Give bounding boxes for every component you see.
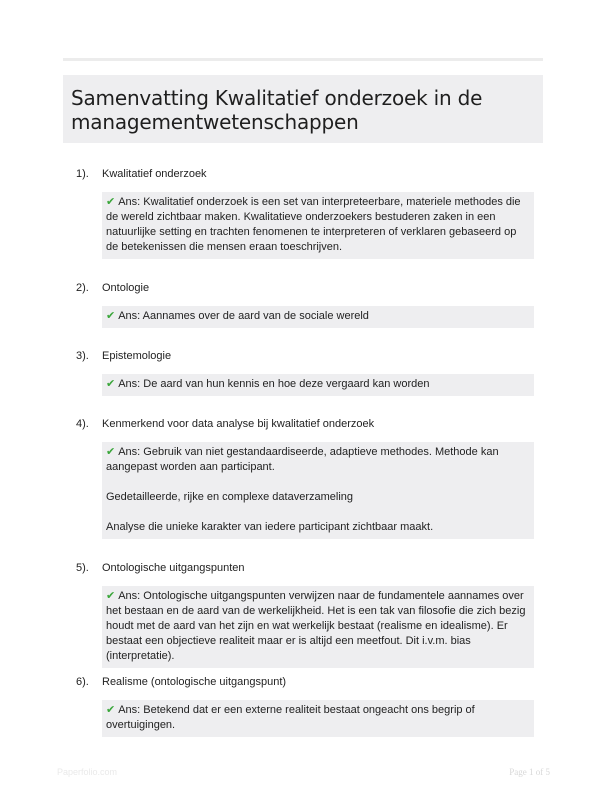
question-text: Epistemologie bbox=[102, 350, 172, 362]
answer-box bbox=[102, 442, 534, 539]
answer-text: Ans: De aard van hun kennis en hoe deze vergaard kan worden bbox=[118, 378, 430, 390]
item-number: 1). bbox=[76, 168, 89, 180]
footer-watermark: Paperfolio.com bbox=[57, 767, 118, 777]
answer-text: Ans: Ontologische uitgangspunten verwijzen naar de fundamentele aannames over het bestaan en de aard van de werkelijkheid. Het is een tak van filosofie die zich bezig houdt met de aard van het zijn en wat werkelijk bestaat (realisme en idealisme). Er bestaat een objectieve realiteit maar er is altijd een meetfout. Dit i.v.m. bias (interpretatie). bbox=[106, 590, 526, 662]
answer-box bbox=[102, 306, 534, 328]
question-text: Kenmerkend voor data analyse bij kwalitatief onderzoek bbox=[102, 418, 375, 430]
answer-box bbox=[102, 192, 534, 259]
question-text: Kwalitatief onderzoek bbox=[102, 168, 207, 180]
answer-box bbox=[102, 700, 534, 737]
question-text: Ontologie bbox=[102, 282, 150, 294]
check-icon: ✔ bbox=[106, 446, 116, 458]
check-icon: ✔ bbox=[106, 590, 116, 602]
answer-text: Analyse die unieke karakter van iedere participant zichtbaar maakt. bbox=[106, 521, 434, 533]
question-text: Ontologische uitgangspunten bbox=[102, 562, 245, 574]
item-number: 3). bbox=[76, 350, 89, 362]
answer-text: Ans: Kwalitatief onderzoek is een set van interpreteerbare, materiele methodes die de wereld zichtbaar maken. Kwalitatieve onderzoekers bestuderen zaken in een natuurlijke setting en trachten fenomenen te interpreteren of verklaren gebaseerd op de betekenissen die mensen eraan toeschrijven. bbox=[106, 196, 521, 253]
item-number: 5). bbox=[76, 562, 89, 574]
answer-box bbox=[102, 374, 534, 396]
answer-box bbox=[102, 586, 534, 668]
check-icon: ✔ bbox=[106, 378, 116, 390]
check-icon: ✔ bbox=[106, 704, 116, 716]
item-number: 2). bbox=[76, 282, 89, 294]
check-icon: ✔ bbox=[106, 196, 116, 208]
page-title: Samenvatting Kwalitatief onderzoek in de managementwetenschappen bbox=[71, 86, 483, 134]
question-text: Realisme (ontologische uitgangspunt) bbox=[102, 676, 287, 688]
item-number: 4). bbox=[76, 418, 89, 430]
answer-text: Ans: Gebruik van niet gestandaardiseerde, adaptieve methodes. Methode kan aangepast worden aan participant. bbox=[106, 446, 499, 473]
title-box bbox=[63, 75, 543, 143]
answer-text: Gedetailleerde, rijke en complexe dataverzameling bbox=[106, 491, 354, 503]
top-divider bbox=[63, 58, 543, 61]
page-number: Page 1 of 5 bbox=[509, 767, 550, 777]
answer-text: Ans: Betekend dat er een externe realiteit bestaat ongeacht ons begrip of overtuigingen. bbox=[106, 704, 475, 731]
item-number: 6). bbox=[76, 676, 89, 688]
answer-text: Ans: Aannames over de aard van de sociale wereld bbox=[118, 310, 369, 322]
check-icon: ✔ bbox=[106, 310, 116, 322]
